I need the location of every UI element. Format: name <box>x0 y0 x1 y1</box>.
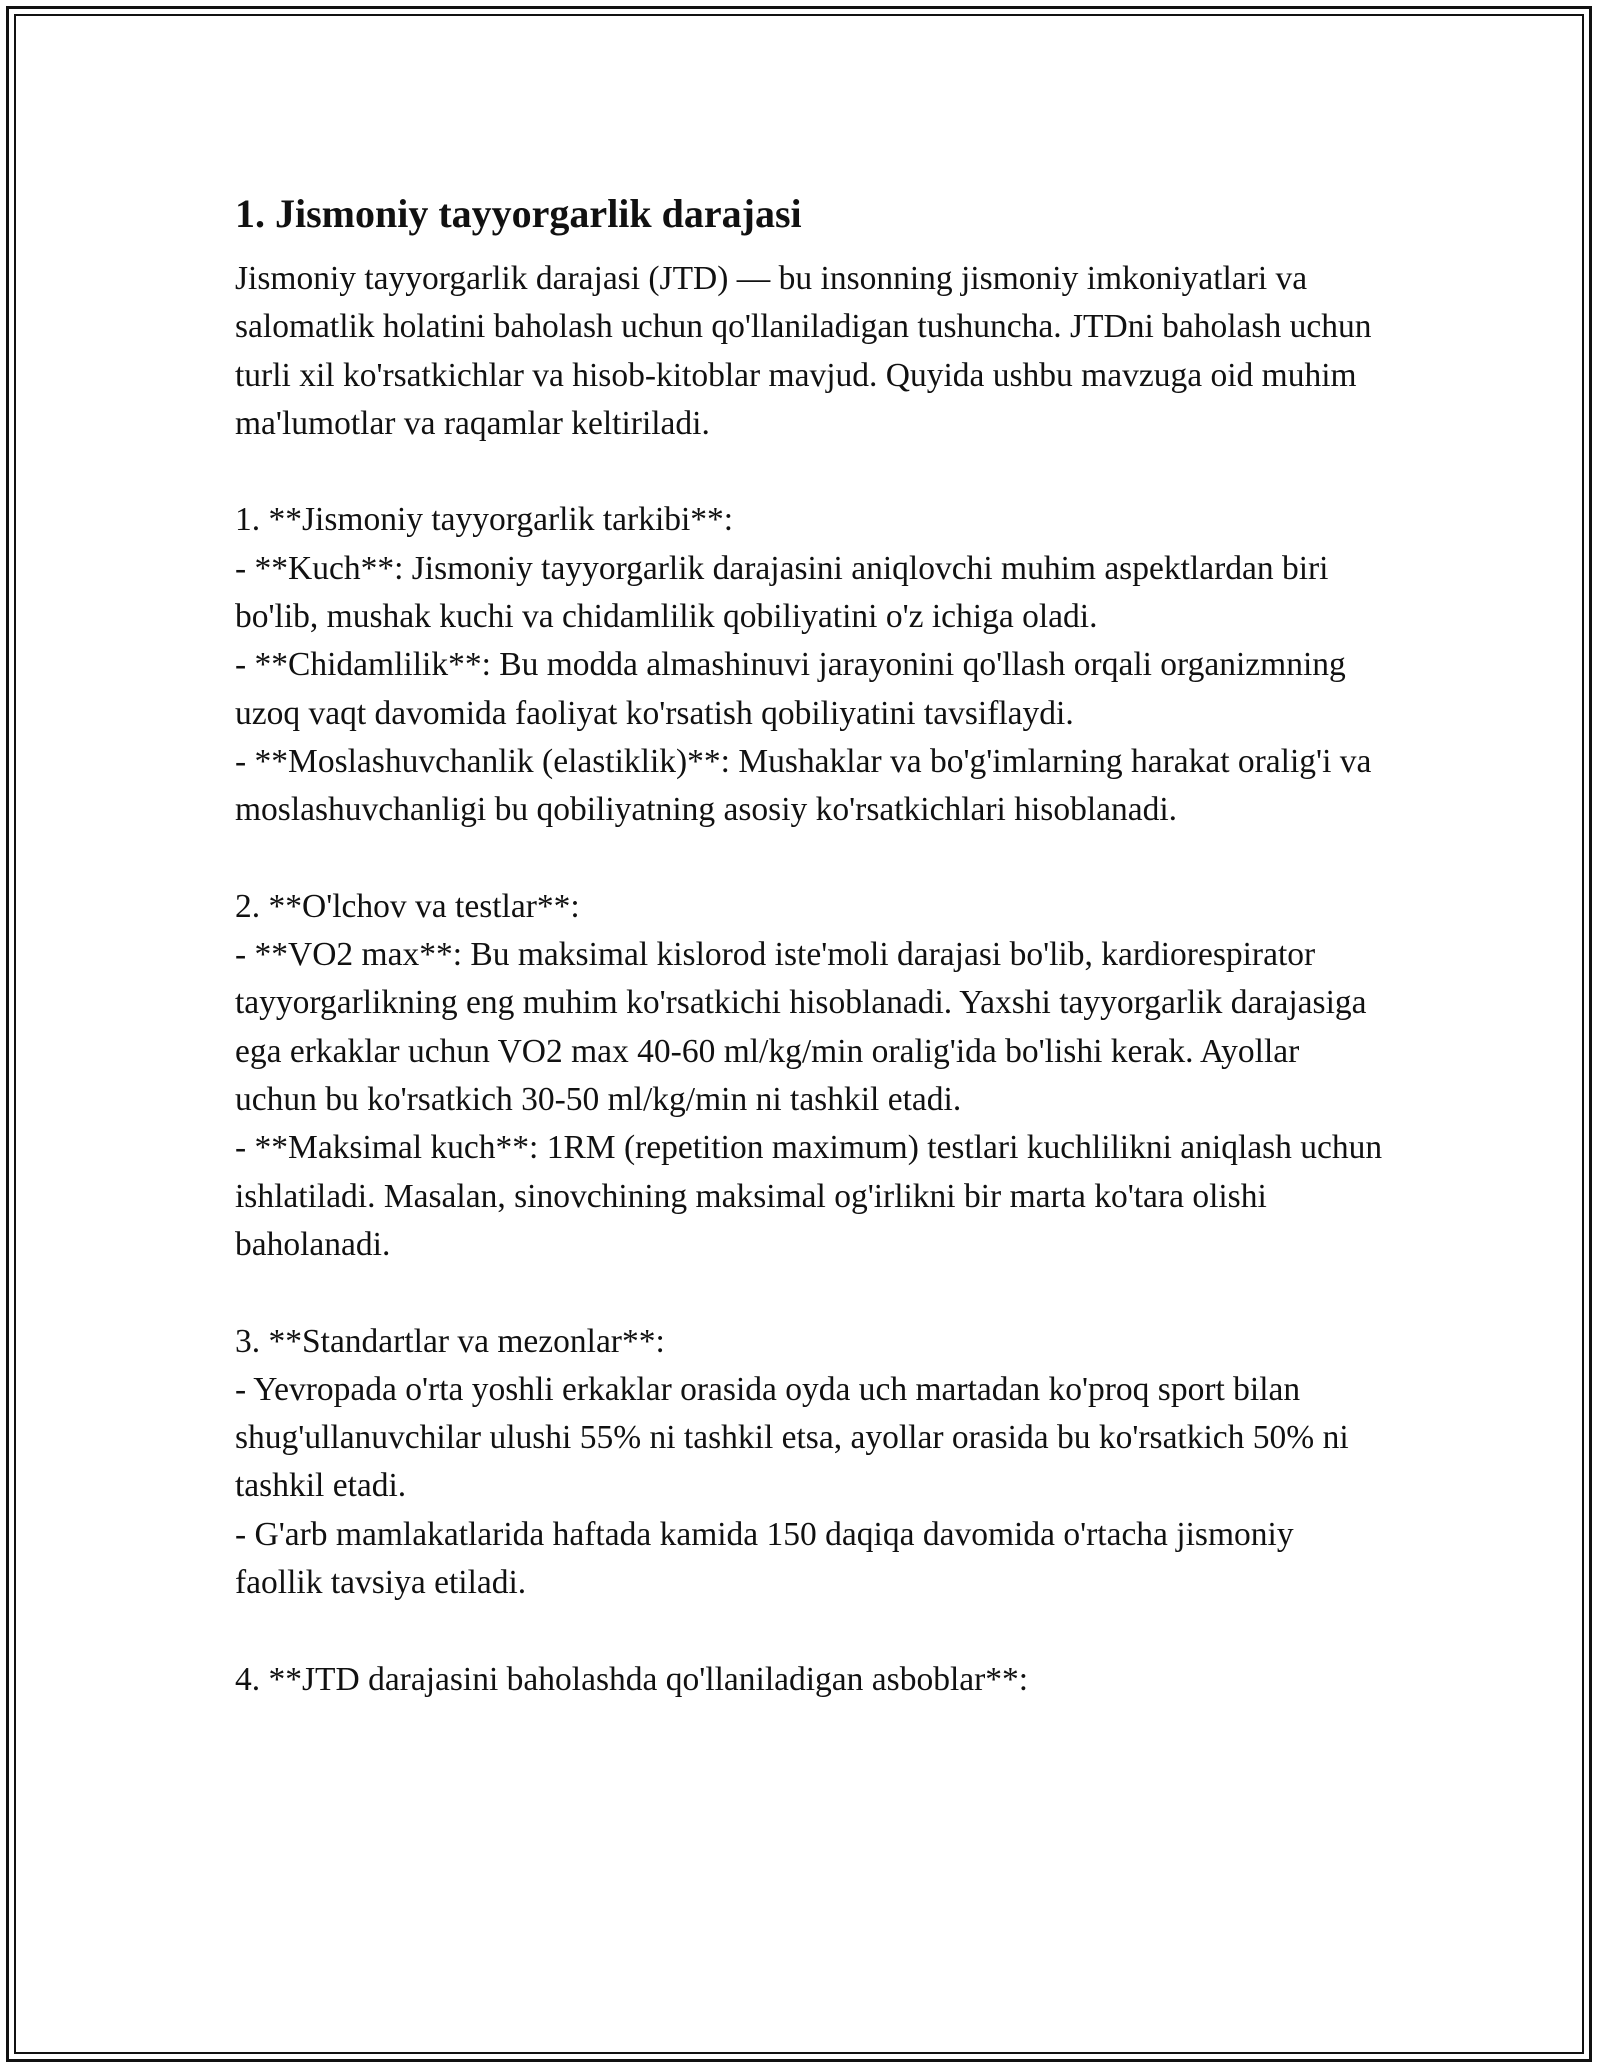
spacer <box>235 448 1385 496</box>
section-2-item-vo2max: - **VO2 max**: Bu maksimal kislorod iste'moli darajasi bo'lib, kardiorespirator tayyorgarlikning eng muhim ko'rsatkichi hisoblanadi. Yaxshi tayyorgarlik darajasiga ega erkaklar uchun VO2 max 40-60 ml/kg/min oralig'ida bo'lishi kerak. Ayollar uchun bu ko'rsatkich 30-50 ml/kg/min ni tashkil etadi. <box>235 936 1367 1119</box>
section-1-heading: 1. **Jismoniy tayyorgarlik tarkibi**: <box>235 501 734 539</box>
section-3-item-yevropa: - Yevropada o'rta yoshli erkaklar orasida oyda uch martadan ko'proq sport bilan shug'ullanuvchilar ulushi 55% ni tashkil etsa, ayollar orasida bu ko'rsatkich 50% ni tashkil etadi. <box>235 1370 1349 1505</box>
document-title: 1. Jismoniy tayyorgarlik darajasi <box>235 191 802 236</box>
section-1-item-kuch: - **Kuch**: Jismoniy tayyorgarlik darajasini aniqlovchi muhim aspektlardan biri bo'lib, mushak kuchi va chidamlilik qobiliyatini o'z ichiga oladi. <box>235 549 1329 636</box>
spacer <box>235 1607 1385 1655</box>
spacer <box>235 1269 1385 1317</box>
spacer <box>235 835 1385 883</box>
section-1-item-moslashuvchanlik: - **Moslashuvchanlik (elastiklik)**: Mushaklar va bo'g'imlarning harakat oralig'i va moslashuvchanligi bu qobiliyatning asosiy ko'rsatkichlari hisoblanadi. <box>235 742 1372 829</box>
intro-paragraph: Jismoniy tayyorgarlik darajasi (JTD) — bu insonning jismoniy imkoniyatlari va salomatlik holatini baholash uchun qo'llaniladigan tushuncha. JTDni baholash uchun turli xil ko'rsatkichlar va hisob-kitoblar mavjud. Quyida ushbu mavzuga oid muhim ma'lumotlar va raqamlar keltiriladi. <box>235 260 1372 442</box>
section-3-heading: 3. **Standartlar va mezonlar**: <box>235 1322 665 1360</box>
document-page <box>235 185 1385 1704</box>
section-3-item-garb: - G'arb mamlakatlarida haftada kamida 150 daqiqa davomida o'rtacha jismoniy faollik tavsiya etiladi. <box>235 1515 1294 1602</box>
section-4-heading: 4. **JTD darajasini baholashda qo'llaniladigan asboblar**: <box>235 1660 1029 1698</box>
section-1-item-chidamlilik: - **Chidamlilik**: Bu modda almashinuvi jarayonini qo'llash orqali organizmning uzoq vaqt davomida faoliyat ko'rsatish qobiliyatini tavsiflaydi. <box>235 646 1346 732</box>
section-2-heading: 2. **O'lchov va testlar**: <box>235 887 580 925</box>
section-2-item-maksimal-kuch: - **Maksimal kuch**: 1RM (repetition maximum) testlari kuchlilikni aniqlash uchun ishlatiladi. Masalan, sinovchining maksimal og'irlikni bir marta ko'tara olishi baholanadi. <box>235 1129 1383 1263</box>
